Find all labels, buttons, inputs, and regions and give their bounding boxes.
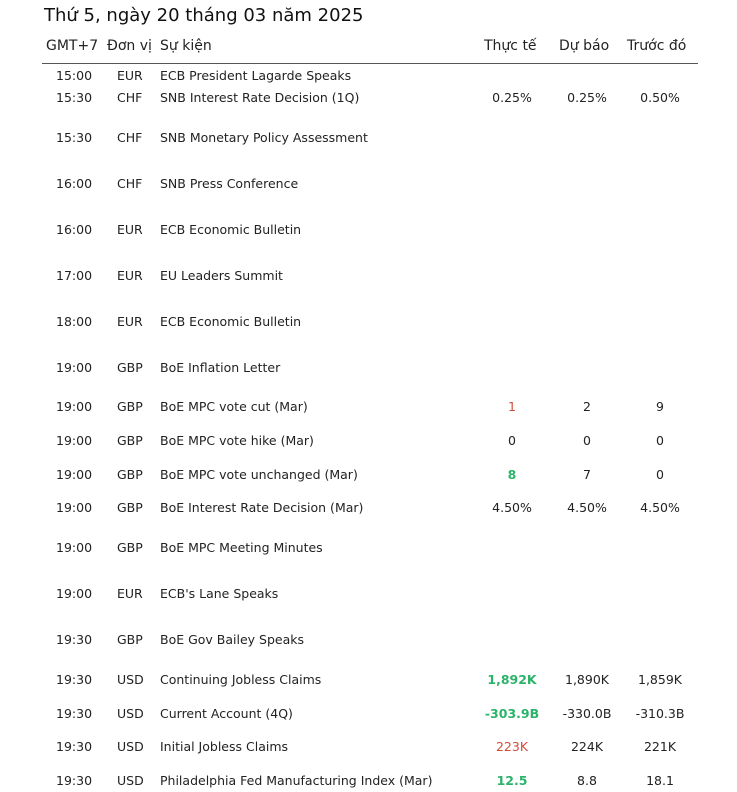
- table-row[interactable]: [42, 465, 698, 485]
- event-name: BoE MPC vote unchanged (Mar): [160, 467, 358, 482]
- event-time: 16:00: [56, 176, 93, 191]
- event-name: EU Leaders Summit: [160, 268, 283, 283]
- event-actual: -303.9B: [484, 706, 540, 721]
- event-name: BoE Inflation Letter: [160, 360, 281, 375]
- event-time: 16:00: [56, 222, 93, 237]
- table-row[interactable]: [42, 220, 698, 240]
- event-previous: 4.50%: [640, 500, 680, 515]
- event-actual: 12.5: [496, 773, 528, 788]
- table-row[interactable]: [42, 431, 698, 451]
- table-row[interactable]: [42, 312, 698, 332]
- event-currency: EUR: [117, 314, 143, 329]
- table-row[interactable]: [42, 128, 698, 148]
- event-time: 19:00: [56, 500, 93, 515]
- event-forecast: 4.50%: [567, 500, 607, 515]
- event-time: 19:30: [56, 773, 93, 788]
- event-currency: EUR: [117, 68, 143, 83]
- table-header: [42, 37, 698, 64]
- col-header-forecast: Dự báo: [559, 38, 610, 54]
- event-currency: GBP: [117, 632, 143, 647]
- event-currency: GBP: [117, 399, 143, 414]
- event-actual: 1,892K: [487, 672, 537, 687]
- event-currency: GBP: [117, 467, 143, 482]
- event-currency: EUR: [117, 586, 143, 601]
- event-previous: 0: [656, 467, 664, 482]
- event-name: ECB Economic Bulletin: [160, 222, 302, 237]
- event-time: 19:00: [56, 433, 93, 448]
- event-actual: 0.25%: [492, 90, 532, 105]
- event-actual: 4.50%: [492, 500, 532, 515]
- table-row[interactable]: [42, 397, 698, 417]
- event-forecast: -330.0B: [562, 706, 612, 721]
- event-name: SNB Press Conference: [160, 176, 299, 191]
- event-currency: CHF: [117, 90, 143, 105]
- event-currency: GBP: [117, 500, 143, 515]
- col-header-previous: Trước đó: [627, 38, 687, 54]
- event-name: BoE MPC vote hike (Mar): [160, 433, 314, 448]
- table-row[interactable]: [42, 771, 698, 791]
- event-time: 15:00: [56, 68, 93, 83]
- table-row[interactable]: [42, 670, 698, 690]
- event-forecast: 0.25%: [567, 90, 607, 105]
- event-time: 19:00: [56, 360, 93, 375]
- event-previous: 0: [656, 433, 664, 448]
- event-time: 19:00: [56, 586, 93, 601]
- event-time: 18:00: [56, 314, 93, 329]
- event-name: BoE Gov Bailey Speaks: [160, 632, 305, 647]
- event-time: 19:30: [56, 739, 93, 754]
- event-previous: 18.1: [646, 773, 674, 788]
- event-name: BoE MPC Meeting Minutes: [160, 540, 323, 555]
- page-title: Thứ 5, ngày 20 tháng 03 năm 2025: [44, 5, 364, 26]
- event-currency: EUR: [117, 268, 143, 283]
- col-header-event: Sự kiện: [160, 38, 212, 54]
- event-time: 19:00: [56, 399, 93, 414]
- event-time: 19:00: [56, 467, 93, 482]
- event-currency: GBP: [117, 433, 143, 448]
- col-header-actual: Thực tế: [484, 38, 537, 54]
- table-row[interactable]: [42, 538, 698, 558]
- event-forecast: 224K: [570, 739, 604, 754]
- event-actual: 8: [507, 467, 517, 482]
- event-name: SNB Interest Rate Decision (1Q): [160, 90, 360, 105]
- event-currency: GBP: [117, 360, 143, 375]
- event-time: 15:30: [56, 130, 93, 145]
- event-previous: 1,859K: [638, 672, 682, 687]
- event-name: BoE Interest Rate Decision (Mar): [160, 500, 364, 515]
- col-header-time: GMT+7: [46, 38, 99, 54]
- event-previous: -310.3B: [635, 706, 685, 721]
- event-name: SNB Monetary Policy Assessment: [160, 130, 368, 145]
- event-time: 19:30: [56, 672, 93, 687]
- event-currency: USD: [117, 773, 144, 788]
- event-currency: USD: [117, 706, 144, 721]
- event-time: 15:30: [56, 90, 93, 105]
- event-name: ECB's Lane Speaks: [160, 586, 279, 601]
- table-row[interactable]: [42, 88, 698, 108]
- event-currency: GBP: [117, 540, 143, 555]
- event-actual: 223K: [495, 739, 529, 754]
- event-name: ECB Economic Bulletin: [160, 314, 302, 329]
- event-name: Current Account (4Q): [160, 706, 293, 721]
- event-previous: 0.50%: [640, 90, 680, 105]
- event-actual: 0: [508, 433, 516, 448]
- event-actual: 1: [508, 399, 516, 414]
- event-currency: CHF: [117, 176, 143, 191]
- event-name: ECB President Lagarde Speaks: [160, 68, 352, 83]
- event-name: Initial Jobless Claims: [160, 739, 289, 754]
- event-forecast: 7: [583, 467, 591, 482]
- event-time: 17:00: [56, 268, 93, 283]
- table-row[interactable]: [42, 584, 698, 604]
- event-currency: CHF: [117, 130, 143, 145]
- event-previous: 221K: [643, 739, 677, 754]
- table-row[interactable]: [42, 66, 698, 86]
- table-row[interactable]: [42, 266, 698, 286]
- event-name: BoE MPC vote cut (Mar): [160, 399, 308, 414]
- table-row[interactable]: [42, 630, 698, 650]
- table-row[interactable]: [42, 704, 698, 724]
- event-currency: USD: [117, 672, 144, 687]
- table-row[interactable]: [42, 174, 698, 194]
- table-row[interactable]: [42, 737, 698, 757]
- event-forecast: 1,890K: [565, 672, 609, 687]
- event-forecast: 0: [583, 433, 591, 448]
- event-forecast: 8.8: [577, 773, 597, 788]
- table-row[interactable]: [42, 498, 698, 518]
- event-time: 19:30: [56, 706, 93, 721]
- event-currency: USD: [117, 739, 144, 754]
- event-previous: 9: [656, 399, 664, 414]
- event-time: 19:00: [56, 540, 93, 555]
- col-header-currency: Đơn vị: [107, 38, 152, 54]
- event-time: 19:30: [56, 632, 93, 647]
- event-name: Philadelphia Fed Manufacturing Index (Mar): [160, 773, 433, 788]
- event-currency: EUR: [117, 222, 143, 237]
- event-forecast: 2: [583, 399, 591, 414]
- event-name: Continuing Jobless Claims: [160, 672, 322, 687]
- table-row[interactable]: [42, 358, 698, 378]
